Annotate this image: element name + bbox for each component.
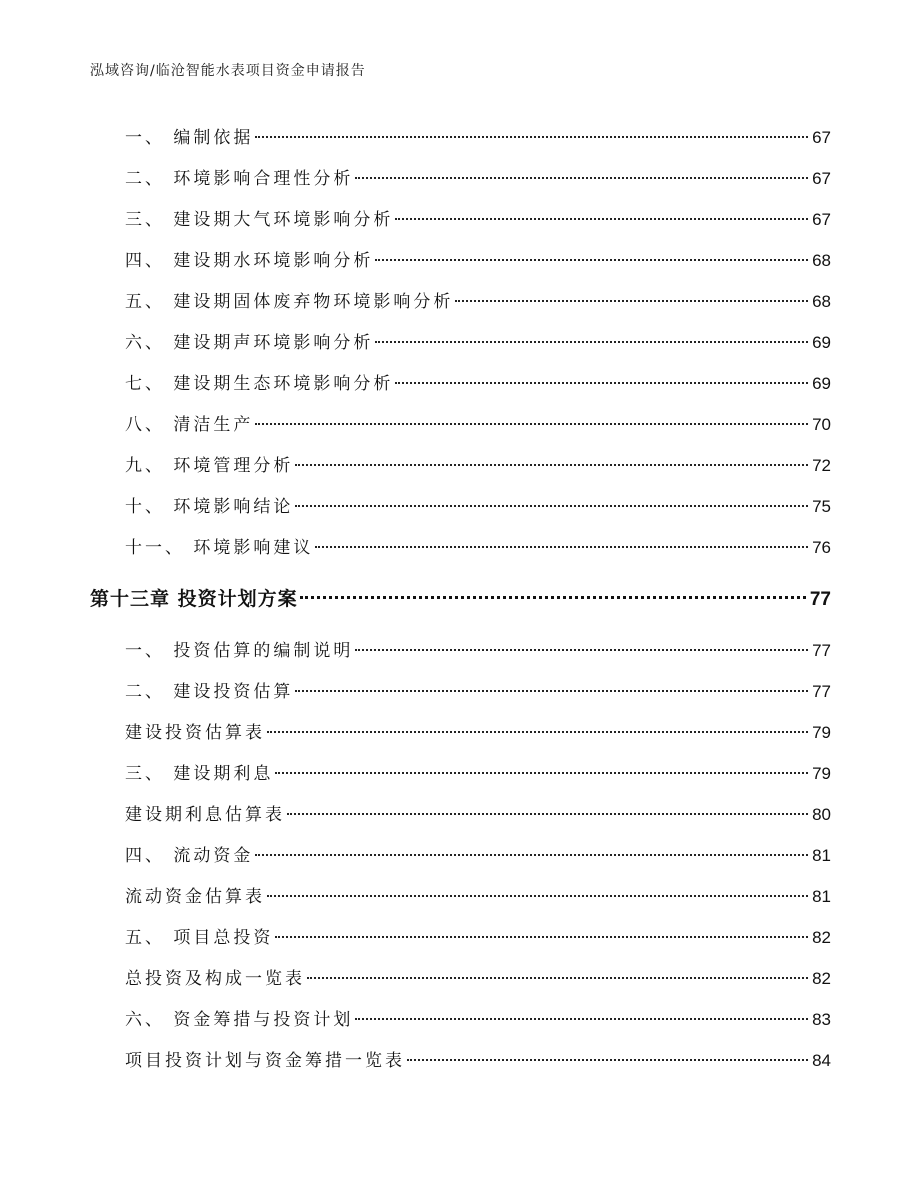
- toc-dot-leader: [355, 177, 808, 179]
- toc-entry[interactable]: [125, 923, 831, 949]
- toc-entry[interactable]: [125, 410, 831, 436]
- toc-dot-leader: [267, 731, 808, 733]
- toc-entry[interactable]: [125, 1005, 831, 1031]
- toc-entry[interactable]: [125, 964, 831, 990]
- toc-entry-label: 总投资及构成一览表: [125, 969, 305, 989]
- toc-dot-leader: [255, 423, 808, 425]
- toc-entry-label: 四、 建设期水环境影响分析: [125, 251, 374, 271]
- toc-entry[interactable]: [125, 451, 831, 477]
- toc-entry-label: 建设期利息估算表: [125, 805, 285, 825]
- toc-entry[interactable]: [125, 533, 831, 559]
- toc-dot-leader: [255, 136, 808, 138]
- toc-dot-leader: [375, 259, 808, 261]
- toc-entry-page: 68: [812, 292, 831, 311]
- toc-entry-label: 流动资金估算表: [125, 887, 265, 907]
- toc-entry-label: 八、 清洁生产: [125, 415, 254, 435]
- toc-entry[interactable]: [125, 759, 831, 785]
- toc-entry[interactable]: [125, 800, 831, 826]
- toc-chapter-label: 第十三章 投资计划方案: [90, 588, 298, 610]
- toc-entry[interactable]: [125, 882, 831, 908]
- toc-entry-label: 二、 环境影响合理性分析: [125, 169, 354, 189]
- toc-chapter-page: 77: [809, 589, 831, 610]
- toc-dot-leader: [300, 596, 806, 599]
- toc-entry-page: 76: [812, 538, 831, 557]
- document-header: 泓域咨询/临沧智能水表项目资金申请报告: [90, 63, 366, 79]
- toc-entry[interactable]: [125, 123, 831, 149]
- toc-entry-page: 77: [812, 682, 831, 701]
- toc-entry[interactable]: [125, 1046, 831, 1072]
- toc-entry-page: 67: [812, 128, 831, 147]
- toc-entry[interactable]: [125, 841, 831, 867]
- toc-entry[interactable]: [125, 677, 831, 703]
- toc-entry-page: 67: [812, 169, 831, 188]
- toc-dot-leader: [455, 300, 808, 302]
- toc-entry-label: 二、 建设投资估算: [125, 682, 294, 702]
- toc-entry-page: 80: [812, 805, 831, 824]
- toc-entry-page: 75: [812, 497, 831, 516]
- toc-entry[interactable]: [125, 328, 831, 354]
- toc-entry-label: 十、 环境影响结论: [125, 497, 294, 517]
- toc-entry-page: 79: [812, 723, 831, 742]
- toc-entry-label: 五、 项目总投资: [125, 928, 274, 948]
- toc-dot-leader: [355, 1018, 808, 1020]
- toc-entry-page: 82: [812, 969, 831, 988]
- toc-entry-page: 84: [812, 1051, 831, 1070]
- toc-dot-leader: [395, 218, 808, 220]
- toc-entry[interactable]: [125, 492, 831, 518]
- toc-entry-page: 81: [812, 887, 831, 906]
- toc-dot-leader: [255, 854, 808, 856]
- toc-entry-page: 79: [812, 764, 831, 783]
- toc-entry-label: 三、 建设期利息: [125, 764, 274, 784]
- toc-entry-label: 六、 资金筹措与投资计划: [125, 1010, 354, 1030]
- toc-dot-leader: [267, 895, 808, 897]
- toc-dot-leader: [395, 382, 808, 384]
- toc-entry-page: 69: [812, 333, 831, 352]
- toc-entry-label: 三、 建设期大气环境影响分析: [125, 210, 394, 230]
- toc-dot-leader: [295, 464, 808, 466]
- toc-dot-leader: [287, 813, 808, 815]
- toc-entry[interactable]: [125, 369, 831, 395]
- toc-entry[interactable]: [125, 164, 831, 190]
- toc-dot-leader: [407, 1059, 808, 1061]
- toc-dot-leader: [295, 505, 808, 507]
- toc-entry[interactable]: [125, 205, 831, 231]
- toc-entry-label: 九、 环境管理分析: [125, 456, 294, 476]
- toc-entry-page: 83: [812, 1010, 831, 1029]
- toc-dot-leader: [275, 936, 808, 938]
- toc-entry-page: 67: [812, 210, 831, 229]
- toc-entry-page: 77: [812, 641, 831, 660]
- toc-dot-leader: [307, 977, 808, 979]
- toc-entry[interactable]: [125, 718, 831, 744]
- toc-entry-label: 一、 编制依据: [125, 128, 254, 148]
- toc-entry-label: 七、 建设期生态环境影响分析: [125, 374, 394, 394]
- toc-entry-page: 82: [812, 928, 831, 947]
- toc-entry-label: 四、 流动资金: [125, 846, 254, 866]
- toc-entry-label: 一、 投资估算的编制说明: [125, 641, 354, 661]
- toc-entry-label: 项目投资计划与资金筹措一览表: [125, 1051, 405, 1071]
- toc-entry-page: 69: [812, 374, 831, 393]
- toc-entry-page: 70: [812, 415, 831, 434]
- toc-entry-label: 六、 建设期声环境影响分析: [125, 333, 374, 353]
- toc-entry[interactable]: [125, 246, 831, 272]
- toc-dot-leader: [275, 772, 808, 774]
- toc-entry[interactable]: [125, 287, 831, 313]
- toc-entry-label: 建设投资估算表: [125, 723, 265, 743]
- toc-dot-leader: [295, 690, 808, 692]
- toc-dot-leader: [375, 341, 808, 343]
- toc-entry-label: 十一、 环境影响建议: [125, 538, 314, 558]
- toc-entry-label: 五、 建设期固体废弃物环境影响分析: [125, 292, 454, 312]
- toc-chapter-entry[interactable]: [90, 584, 831, 610]
- toc-entry-page: 68: [812, 251, 831, 270]
- toc-entry[interactable]: [125, 636, 831, 662]
- toc-dot-leader: [315, 546, 808, 548]
- toc-dot-leader: [355, 649, 808, 651]
- toc-entry-page: 72: [812, 456, 831, 475]
- toc-entry-page: 81: [812, 846, 831, 865]
